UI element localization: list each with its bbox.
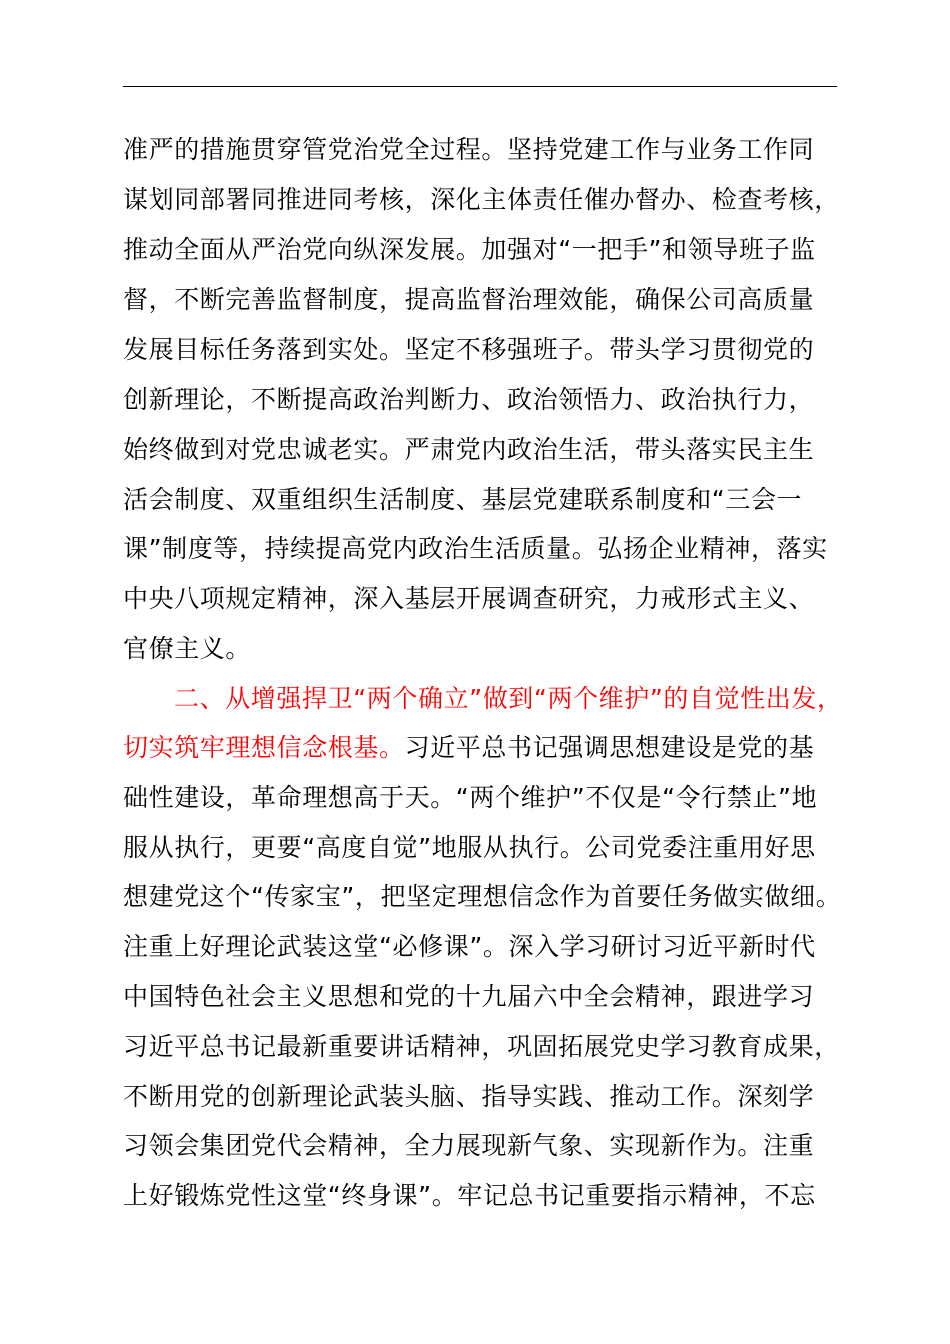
text-line: 课”制度等，持续提高党内政治生活质量。弘扬企业精神，落实: [123, 534, 828, 563]
text-line: 官僚主义。: [123, 634, 252, 663]
text-line: 注重上好理论武装这堂“必修课”。深入学习研讨习近平新时代: [123, 932, 816, 961]
text-line: 始终做到对党忠诚老实。严肃党内政治生活，带头落实民主生: [123, 435, 815, 464]
text-line: 督，不断完善监督制度，提高监督治理效能，确保公司高质量: [123, 285, 815, 314]
header-rule: [123, 86, 837, 87]
text-line: 推动全面从严治党向纵深发展。加强对“一把手”和领导班子监: [123, 235, 816, 264]
text-line: 谋划同部署同推进同考核，深化主体责任催办督办、检查考核，: [123, 185, 840, 214]
section-heading-continued: 切实筑牢理想信念根基。: [123, 733, 405, 762]
text-line: 准严的措施贯穿管党治党全过程。坚持党建工作与业务工作同: [123, 135, 815, 164]
text-line: 想建党这个“传家宝”，把坚定理想信念作为首要任务做实做细。: [123, 882, 842, 911]
text-line: 础性建设，革命理想高于天。“两个维护”不仅是“令行禁止”地: [123, 783, 818, 812]
text-line: 习近平总书记最新重要讲话精神，巩固拓展党史学习教育成果，: [123, 1032, 840, 1061]
text-line: 活会制度、双重组织生活制度、基层党建联系制度和“三会一: [123, 485, 803, 514]
text-line: 服从执行，更要“高度自觉”地服从执行。公司党委注重用好思: [123, 833, 816, 862]
text-line: 创新理论，不断提高政治判断力、政治领悟力、政治执行力，: [123, 385, 815, 414]
text-line: 不断用党的创新理论武装头脑、指导实践、推动工作。深刻学: [123, 1082, 815, 1111]
text-line: 中央八项规定精神，深入基层开展调查研究，力戒形式主义、: [123, 584, 815, 613]
text-segment: 习近平总书记强调思想建设是党的基: [404, 733, 815, 762]
text-line: [123, 731, 863, 765]
text-line: 中国特色社会主义思想和党的十九届六中全会精神，跟进学习: [123, 982, 815, 1011]
section-heading: 二、从增强捍卫“两个确立”做到“两个维护”的自觉性出发，: [174, 684, 843, 713]
text-line: 上好锻炼党性这堂“终身课”。牢记总书记重要指示精神，不忘: [123, 1181, 816, 1210]
text-line: 发展目标任务落到实处。坚定不移强班子。带头学习贯彻党的: [123, 335, 815, 364]
text-line: 习领会集团党代会精神，全力展现新气象、实现新作为。注重: [123, 1131, 815, 1160]
